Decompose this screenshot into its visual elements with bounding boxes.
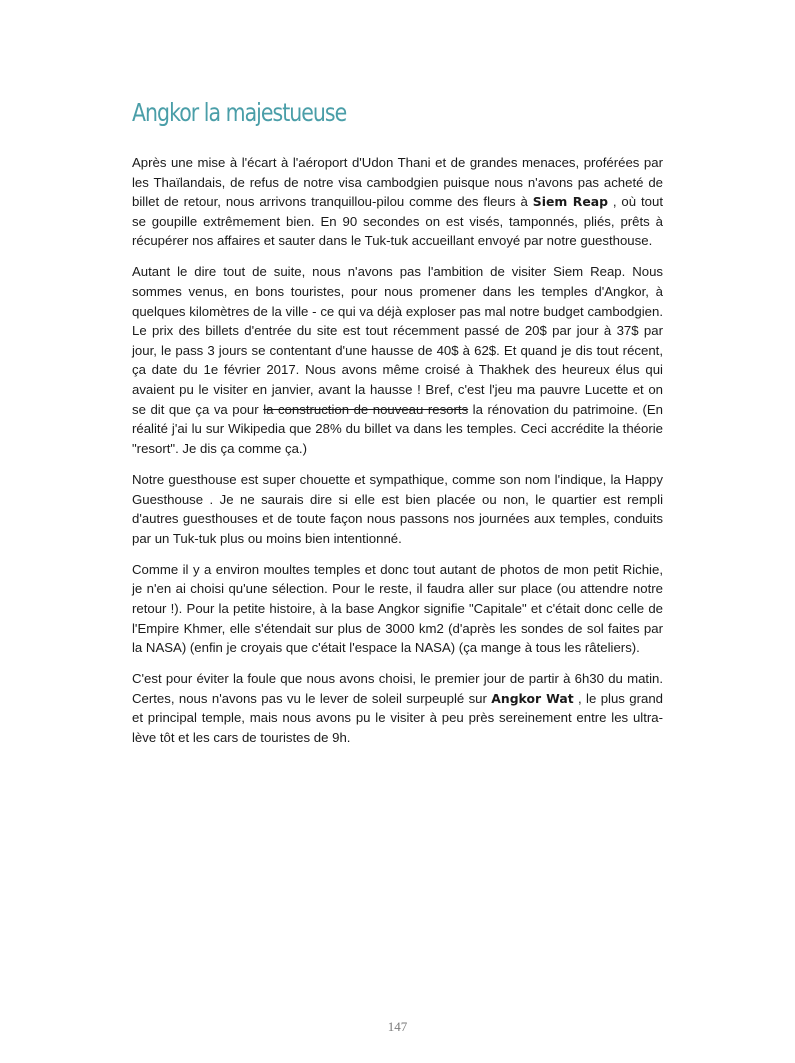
page-title: Angkor la majestueuse — [132, 98, 347, 127]
page-number: 147 — [387, 1019, 408, 1034]
paragraph-3 — [132, 470, 663, 548]
paragraph-text: , où tout se goupille extrêmement bien. En 90 secondes on est visés, tamponnés, pliés, prêts à récupérer nos affaires et sauter dans le Tuk-tuk accueillant envoyé par notre guesthouse. — [132, 194, 663, 249]
paragraph-text: , le plus grand et principal temple, mais nous avons pu le visiter à peu près sereinement entre les ultra-lève tôt et les cars de touristes de 9h. — [132, 690, 663, 746]
article-body — [132, 153, 663, 759]
paragraph-text: Notre guesthouse est super chouette et sympathique, comme son nom l'indique, la Happy Guesthouse . Je ne saurais dire si elle est bien placée ou non, le quartier est rempli d'autres guesthouses et de toute façon nous passons nos journées aux temples, conduits par un Tuk-tuk plus ou moins bien intentionné. — [132, 471, 663, 546]
paragraph-2 — [132, 262, 663, 458]
paragraph-5 — [132, 669, 663, 747]
paragraph-text: Autant le dire tout de suite, nous n'avons pas l'ambition de visiter Siem Reap. Nous sommes venus, en bons touristes, pour nous promener dans les temples d'Angkor, à quelques kilomètres de la ville - ce qui va déjà exploser pas mal notre budget cambodgien. Le prix des billets d'entrée du site est tout récemment passé de 20$ par jour à 37$ par jour, le pass 3 jours se contentant d'une hausse de 40$ à 62$. Et quand je dis tout récent, ça date du 1e février 2017. Nous avons même croisé à Thakhek des heureux élus qui avaient pu le visiter en janvier, avant la hausse ! Bref, c'est l'jeu ma pauvre Lucette et on se dit que ça va pour — [132, 264, 663, 417]
paragraph-1 — [132, 153, 663, 251]
strikethrough-text: la construction de nouveau resorts — [263, 401, 469, 417]
paragraph-text: Après une mise à l'écart à l'aéroport d'Udon Thani et de grandes menaces, proférées par les Thaïlandais, de refus de notre visa cambodgien puisque nous n'avons pas acheté de billet de retour, nous arrivons tranquillou-pilou comme des fleurs à — [132, 155, 663, 210]
paragraph-4 — [132, 560, 663, 658]
place-name-siem-reap: Siem Reap — [532, 194, 608, 210]
paragraph-text: la rénovation du patrimoine. (En réalité j'ai lu sur Wikipedia que 28% du billet va dans les temples. Ceci accrédite la théorie "resort". Je dis ça comme ça.) — [132, 401, 664, 456]
place-name-angkor-wat: Angkor Wat — [491, 690, 574, 706]
paragraph-text: C'est pour éviter la foule que nous avons choisi, le premier jour de partir à 6h30 du matin. Certes, nous n'avons pas vu le lever de soleil surpeuplé sur — [132, 671, 663, 706]
paragraph-text: Comme il y a environ moultes temples et donc tout autant de photos de mon petit Richie, je n'en ai choisi qu'une sélection. Pour le reste, il faudra aller sur place (ou attendre notre retour !). Pour la petite histoire, à la base Angkor signifie "Capitale" et c'était donc celle de l'Empire Khmer, elle s'étendait sur plus de 3000 km2 (d'après les sondes de sol faites par la NASA) (enfin je croyais que c'était l'espace la NASA) (ça mange à tous les râteliers). — [132, 561, 663, 656]
